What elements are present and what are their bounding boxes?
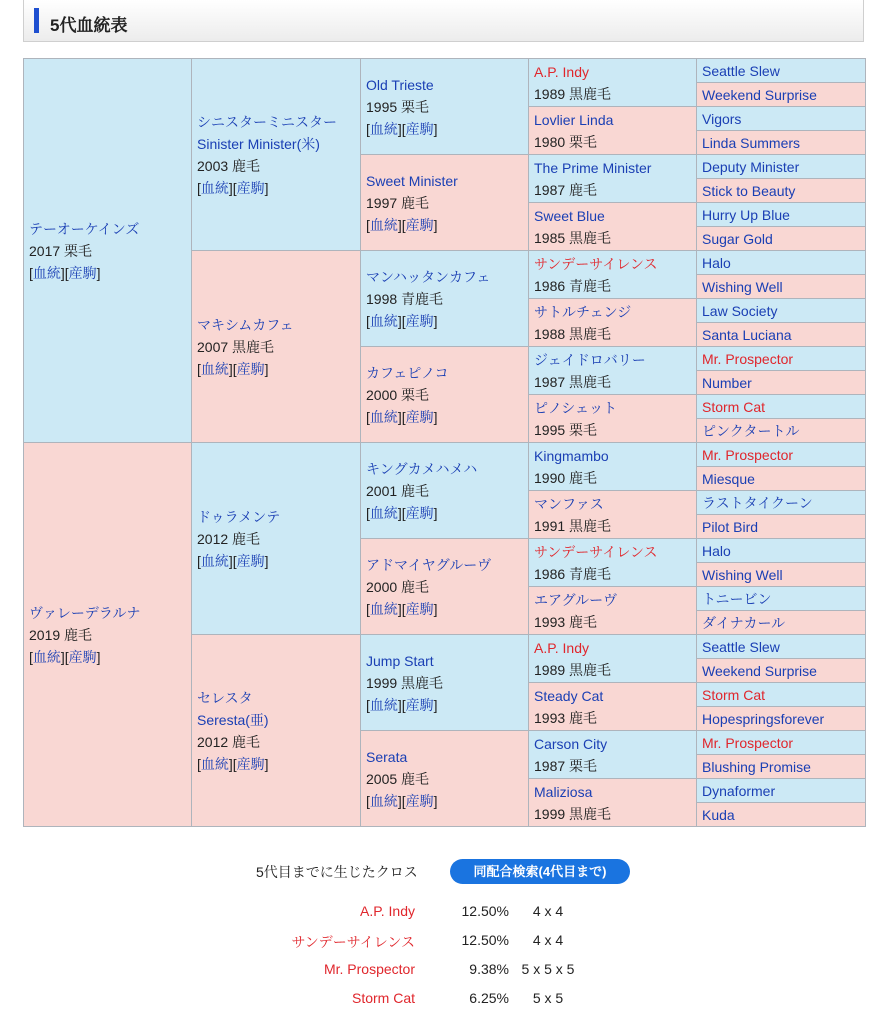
horse-name-link[interactable]: Storm Cat (702, 686, 766, 703)
cross-horse-link[interactable]: サンデーサイレンス (291, 934, 415, 950)
gen5-cell (697, 443, 866, 467)
offspring-link[interactable]: 産駒 (236, 179, 265, 196)
horse-info: 1989 黒鹿毛 (534, 85, 612, 102)
gen5-cell (697, 803, 866, 827)
horse-name-link[interactable]: ヴァレーデラルナ (29, 604, 141, 621)
horse-name-link[interactable]: Seattle Slew (702, 62, 780, 79)
header-accent-bar (34, 8, 39, 33)
horse-name-link[interactable]: Weekend Surprise (702, 662, 817, 679)
horse-name-link[interactable]: カフェピノコ (366, 364, 449, 381)
gen5-cell (697, 323, 866, 347)
horse-name-link[interactable]: セレスタ (197, 689, 253, 706)
horse-info: 1989 黒鹿毛 (534, 661, 612, 678)
horse-name-link[interactable]: Wishing Well (702, 278, 783, 295)
horse-name-link[interactable]: Blushing Promise (702, 758, 811, 775)
horse-info: 1990 鹿毛 (534, 469, 598, 486)
horse-name-link[interactable]: Jump Start (366, 652, 434, 669)
gen5-cell (697, 59, 866, 83)
horse-info: 1997 鹿毛 (366, 194, 430, 211)
horse-name-link[interactable]: Storm Cat (702, 398, 766, 415)
horse-name-link[interactable]: エアグルーヴ (534, 591, 618, 608)
offspring-link[interactable]: 産駒 (405, 600, 434, 617)
horse-name-link[interactable]: ドゥラメンテ (197, 508, 281, 525)
horse-info: 1987 黒鹿毛 (534, 373, 612, 390)
horse-info: 1986 青鹿毛 (534, 565, 612, 582)
horse-name-link[interactable]: マンハッタンカフェ (366, 268, 491, 285)
gen4-cell (529, 347, 697, 395)
offspring-link[interactable]: 産駒 (405, 696, 434, 713)
gen5-cell (697, 179, 866, 203)
horse-info: 1999 黒鹿毛 (534, 805, 612, 822)
horse-info: 1988 黒鹿毛 (534, 325, 612, 342)
gen5-cell (697, 587, 866, 611)
horse-links: [血統][産駒] (366, 312, 438, 329)
section-title: 5代血統表 (50, 16, 128, 35)
offspring-link[interactable]: 産駒 (68, 648, 97, 665)
gen5-cell (697, 611, 866, 635)
cross-horse-link[interactable]: A.P. Indy (359, 903, 415, 919)
horse-name-link[interactable]: Sugar Gold (702, 230, 773, 247)
gen2-cell (192, 635, 361, 827)
gen5-cell (697, 275, 866, 299)
lineage-link[interactable]: 血統 (369, 504, 398, 521)
lineage-link[interactable]: 血統 (369, 312, 398, 329)
gen3-cell (361, 635, 529, 731)
horse-name-link[interactable]: Halo (702, 542, 731, 559)
gen5-cell (697, 755, 866, 779)
cross-generations: 5 x 5 (532, 990, 564, 1006)
horse-info: 1993 鹿毛 (534, 709, 598, 726)
horse-info: 2001 鹿毛 (366, 482, 430, 499)
horse-name-link[interactable]: テーオーケインズ (29, 220, 140, 237)
gen4-cell (529, 587, 697, 635)
horse-name-link[interactable]: Serata (366, 748, 408, 765)
gen1-cell (24, 443, 192, 827)
offspring-link[interactable]: 産駒 (405, 504, 434, 521)
horse-name-link[interactable]: アドマイヤグルーヴ (366, 556, 492, 573)
lineage-link[interactable]: 血統 (369, 792, 398, 809)
gen5-cell (697, 347, 866, 371)
horse-info: 2017 栗毛 (29, 242, 93, 259)
horse-name-link[interactable]: Weekend Surprise (702, 86, 817, 103)
gen3-cell (361, 731, 529, 827)
horse-name-link[interactable]: サンデーサイレンス (534, 255, 658, 272)
horse-name-link[interactable]: Kuda (702, 806, 735, 823)
gen4-cell (529, 539, 697, 587)
gen3-cell (361, 251, 529, 347)
horse-info: 2005 鹿毛 (366, 770, 430, 787)
gen5-cell (697, 83, 866, 107)
cross-percentage: 12.50% (461, 903, 509, 919)
horse-info: 2000 鹿毛 (366, 578, 430, 595)
gen4-cell (529, 203, 697, 251)
offspring-link[interactable]: 産駒 (236, 360, 265, 377)
gen3-cell (361, 59, 529, 155)
horse-links: [血統][産駒] (366, 408, 438, 425)
pedigree-table (23, 58, 866, 827)
horse-info: 1991 黒鹿毛 (534, 517, 612, 534)
horse-name-link[interactable]: ラストタイクーン (702, 494, 813, 511)
horse-links: [血統][産駒] (366, 120, 438, 137)
horse-info: 1985 黒鹿毛 (534, 229, 612, 246)
horse-links: [血統][産駒] (29, 648, 101, 665)
offspring-link[interactable]: 産駒 (405, 216, 434, 233)
horse-name-link[interactable]: Seattle Slew (702, 638, 780, 655)
offspring-link[interactable]: 産駒 (236, 755, 265, 772)
lineage-link[interactable]: 血統 (200, 755, 229, 772)
horse-name-link[interactable]: サトルチェンジ (534, 303, 632, 320)
gen5-cell (697, 155, 866, 179)
cross-generations: 4 x 4 (532, 903, 564, 919)
horse-name-link[interactable]: ジェイドロバリー (534, 351, 646, 368)
horse-name-link[interactable]: Stick to Beauty (702, 182, 796, 199)
horse-name-link[interactable]: Mr. Prospector (702, 734, 794, 751)
gen1-cell (24, 59, 192, 443)
horse-name-link[interactable]: ダイナカール (702, 614, 786, 631)
gen5-cell (697, 107, 866, 131)
gen4-cell (529, 251, 697, 299)
gen4-cell (529, 779, 697, 827)
horse-info: 2007 黒鹿毛 (197, 338, 275, 355)
lineage-link[interactable]: 血統 (369, 216, 398, 233)
cross-percentage: 12.50% (461, 932, 509, 948)
section-header (23, 0, 864, 42)
gen5-cell (697, 731, 866, 755)
gen4-cell (529, 731, 697, 779)
horse-name-link[interactable]: Sweet Blue (534, 207, 605, 224)
horse-name-link[interactable]: Miesque (702, 470, 755, 487)
horse-info: 1987 栗毛 (534, 757, 598, 774)
horse-name-link[interactable]: A.P. Indy (534, 639, 590, 656)
horse-links: [血統][産駒] (366, 696, 438, 713)
horse-info: 1995 栗毛 (534, 421, 598, 438)
gen4-cell (529, 155, 697, 203)
horse-links: [血統][産駒] (197, 360, 269, 377)
horse-name-link[interactable]: Santa Luciana (702, 326, 792, 343)
gen5-cell (697, 395, 866, 419)
gen5-cell (697, 251, 866, 275)
horse-name-link[interactable]: サンデーサイレンス (534, 543, 658, 560)
cross-row (0, 990, 889, 1018)
horse-name-link[interactable]: Hurry Up Blue (702, 206, 790, 223)
pedigree-row (24, 443, 866, 467)
lineage-link[interactable]: 血統 (200, 552, 229, 569)
offspring-link[interactable]: 産駒 (405, 408, 434, 425)
lineage-link[interactable]: 血統 (200, 179, 229, 196)
horse-name-link[interactable]: マンファス (534, 495, 604, 512)
horse-info: 2019 鹿毛 (29, 626, 93, 643)
horse-name-link[interactable]: Deputy Minister (702, 158, 800, 175)
lineage-link[interactable]: 血統 (369, 696, 398, 713)
horse-info: 1998 青鹿毛 (366, 290, 444, 307)
horse-links: [血統][産駒] (366, 216, 438, 233)
gen5-cell (697, 707, 866, 731)
lineage-link[interactable]: 血統 (200, 360, 229, 377)
offspring-link[interactable]: 産駒 (405, 312, 434, 329)
horse-name-link[interactable]: Sweet Minister (366, 172, 458, 189)
horse-info: 1987 鹿毛 (534, 181, 598, 198)
horse-info: 2003 鹿毛 (197, 157, 261, 174)
cross-generations: 4 x 4 (532, 932, 564, 948)
gen5-cell (697, 131, 866, 155)
gen5-cell (697, 467, 866, 491)
gen5-cell (697, 659, 866, 683)
gen5-cell (697, 371, 866, 395)
horse-info: 2000 栗毛 (366, 386, 430, 403)
horse-name-link[interactable]: Wishing Well (702, 566, 783, 583)
horse-name-link[interactable]: The Prime Minister (534, 159, 652, 176)
horse-name-link[interactable]: Linda Summers (702, 134, 801, 151)
cross-horse-link[interactable]: Storm Cat (351, 990, 415, 1006)
lineage-link[interactable]: 血統 (369, 408, 398, 425)
cross-generations: 5 x 5 x 5 (521, 961, 575, 977)
gen4-cell (529, 635, 697, 683)
gen4-cell (529, 395, 697, 443)
gen3-cell (361, 347, 529, 443)
gen4-cell (529, 683, 697, 731)
horse-info: 1980 栗毛 (534, 133, 598, 150)
horse-name-link[interactable]: Mr. Prospector (702, 350, 794, 367)
horse-name-link[interactable]: Halo (702, 254, 731, 271)
gen5-cell (697, 515, 866, 539)
horse-english-name[interactable]: Seresta(亜) (197, 711, 269, 728)
horse-name-link[interactable]: A.P. Indy (534, 63, 590, 80)
pedigree-row (24, 59, 866, 83)
gen5-cell (697, 635, 866, 659)
horse-name-link[interactable]: Pilot Bird (702, 518, 759, 535)
offspring-link[interactable]: 産駒 (405, 792, 434, 809)
gen3-cell (361, 443, 529, 539)
horse-name-link[interactable]: キングカメハメハ (366, 460, 478, 477)
horse-name-link[interactable]: Kingmambo (534, 447, 609, 464)
horse-name-link[interactable]: Vigors (702, 110, 742, 127)
lineage-link[interactable]: 血統 (32, 264, 61, 281)
horse-name-link[interactable]: Mr. Prospector (702, 446, 794, 463)
gen3-cell (361, 155, 529, 251)
horse-links: [血統][産駒] (29, 264, 101, 281)
gen3-cell (361, 539, 529, 635)
horse-info: 1986 青鹿毛 (534, 277, 612, 294)
offspring-link[interactable]: 産駒 (68, 264, 97, 281)
horse-info: 2012 鹿毛 (197, 530, 261, 547)
offspring-link[interactable]: 産駒 (236, 552, 265, 569)
gen5-cell (697, 227, 866, 251)
lineage-link[interactable]: 血統 (32, 648, 61, 665)
cross-row (0, 903, 889, 931)
horse-name-link[interactable]: Number (702, 374, 752, 391)
horse-name-link[interactable]: ピノシェット (534, 399, 618, 416)
horse-english-name[interactable]: Sinister Minister(米) (197, 135, 320, 152)
cross-row (0, 932, 889, 960)
horse-name-link[interactable]: Hopespringsforever (702, 710, 825, 727)
gen5-cell (697, 203, 866, 227)
horse-name-link[interactable]: Maliziosa (534, 783, 593, 800)
horse-name-link[interactable]: Dynaformer (702, 782, 776, 799)
gen4-cell (529, 299, 697, 347)
horse-name-link[interactable]: トニービン (702, 590, 772, 607)
horse-info: 1995 栗毛 (366, 98, 430, 115)
cross-percentage: 6.25% (469, 990, 509, 1006)
cross-row (0, 961, 889, 989)
lineage-link[interactable]: 血統 (369, 600, 398, 617)
gen4-cell (529, 443, 697, 491)
horse-links: [血統][産駒] (366, 600, 438, 617)
horse-info: 1993 鹿毛 (534, 613, 598, 630)
horse-links: [血統][産駒] (366, 504, 438, 521)
gen5-cell (697, 779, 866, 803)
gen2-cell (192, 59, 361, 251)
horse-info: 2012 鹿毛 (197, 733, 261, 750)
lineage-link[interactable]: 血統 (369, 120, 398, 137)
horse-name-link[interactable]: ピンクタートル (702, 422, 800, 439)
horse-links: [血統][産駒] (197, 552, 269, 569)
horse-name-link[interactable]: シニスターミニスター (197, 113, 337, 130)
gen5-cell (697, 299, 866, 323)
gen2-cell (192, 251, 361, 443)
cross-horse-link[interactable]: Mr. Prospector (323, 961, 415, 977)
horse-links: [血統][産駒] (197, 755, 269, 772)
horse-name-link[interactable]: Lovlier Linda (534, 111, 614, 128)
horse-links: [血統][産駒] (197, 179, 269, 196)
gen5-cell (697, 491, 866, 515)
gen2-cell (192, 443, 361, 635)
gen5-cell (697, 419, 866, 443)
horse-name-link[interactable]: Law Society (702, 302, 778, 319)
gen4-cell (529, 491, 697, 539)
horse-name-link[interactable]: マキシムカフェ (197, 316, 294, 333)
horse-name-link[interactable]: Carson City (534, 735, 608, 752)
gen4-cell (529, 59, 697, 107)
horse-info: 1999 黒鹿毛 (366, 674, 444, 691)
cross-percentage: 9.38% (469, 961, 509, 977)
horse-name-link[interactable]: Steady Cat (534, 687, 604, 704)
gen5-cell (697, 563, 866, 587)
cross-heading: 5代目までに生じたクロス (256, 864, 418, 880)
gen5-cell (697, 683, 866, 707)
offspring-link[interactable]: 産駒 (405, 120, 434, 137)
gen4-cell (529, 107, 697, 155)
horse-links: [血統][産駒] (366, 792, 438, 809)
same-breeding-search-button[interactable]: 同配合検索(4代目まで) (450, 859, 630, 884)
gen5-cell (697, 539, 866, 563)
horse-name-link[interactable]: Old Trieste (366, 76, 434, 93)
